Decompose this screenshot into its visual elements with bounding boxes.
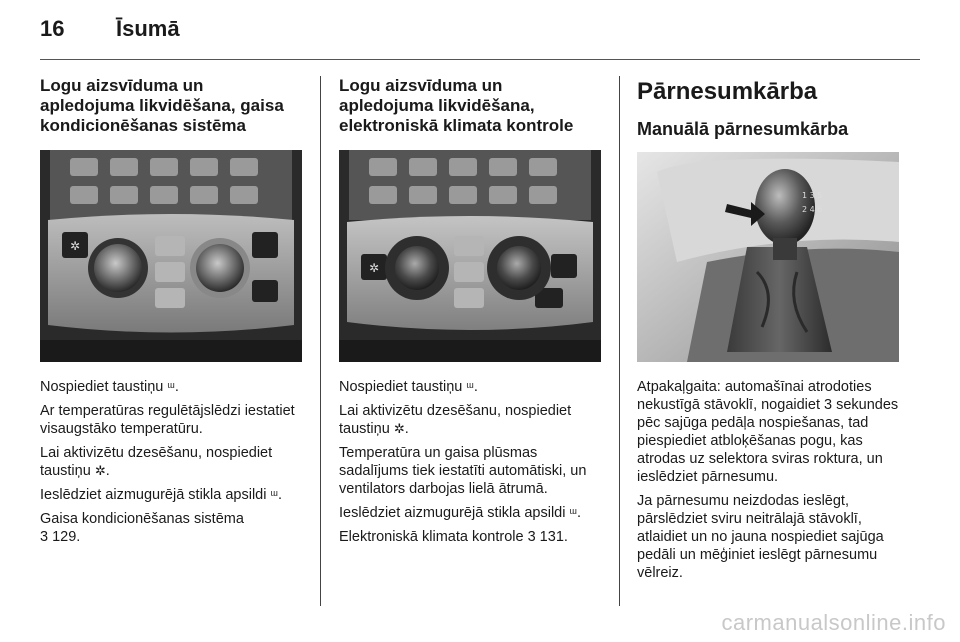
svg-text:✲: ✲ [368, 261, 380, 275]
paragraph: Lai aktivizētu dzesēšanu, nospiediet taustiņu ✲. [339, 403, 572, 437]
column-electronic-climate [339, 76, 601, 546]
svg-text:✲: ✲ [69, 239, 81, 253]
subsection-heading: Manuālā pārnesumkārba [637, 119, 849, 139]
page-reference[interactable]: 3 131. [527, 529, 568, 545]
column-transmission [637, 76, 903, 582]
paragraph: Atpakaļgaita: automašīnai atrodoties nekustīgā stāvoklī, nogaidiet 3 sekundes pēc sajūga pedāļa nospiešanas, tad piespiediet atbloķēšanas pogu, kas atrodas uz selektora sviras roktura, un ieslēdziet pārnesumu. [637, 379, 899, 485]
paragraph: Gaisa kondicionēšanas sistēma 3 129. [40, 511, 244, 545]
paragraph: Ieslēdziet aizmugurējā stikla apsildi ᵚ. [339, 505, 581, 521]
paragraph: Nospiediet taustiņu ᵚ. [339, 379, 478, 395]
paragraph: Nospiediet taustiņu ᵚ. [40, 379, 179, 395]
paragraph: Temperatūra un gaisa plūsmas sadalījums tiek iestatīti automātiski, un ventilators darbojas lielā ātrumā. [339, 445, 587, 497]
cooling-icon: ✲ [393, 421, 405, 436]
paragraph: Lai aktivizētu dzesēšanu, nospiediet taustiņu ✲. [40, 445, 273, 479]
watermark: carmanualsonline.info [721, 610, 946, 635]
page-title: Īsumā [116, 16, 180, 41]
paragraph: Ieslēdziet aizmugurējā stikla apsildi ᵚ. [40, 487, 282, 503]
electronic-climate-panel-photo-icon [339, 150, 601, 362]
paragraph: Ar temperatūras regulētājslēdzi iestatiet visaugstāko temperatūru. [40, 403, 295, 437]
section-heading: Logu aizsvīduma un apledojuma likvidēšana, elektroniskā klimata kontrole [339, 76, 574, 135]
svg-text:1 3 5: 1 3 5 [802, 191, 823, 200]
windscreen-defrost-icon: ᵚ [167, 379, 175, 394]
page-number: 16 [40, 16, 65, 41]
gear-shift-lever-photo-icon [637, 152, 899, 362]
section-heading: Pārnesumkārba [637, 78, 818, 105]
cooling-icon: ✲ [94, 463, 106, 478]
climate-panel-photo-icon [40, 150, 302, 362]
column-divider [320, 76, 321, 606]
column-divider [619, 76, 620, 606]
paragraph: Elektroniskā klimata kontrole 3 131. [339, 529, 568, 545]
page-reference[interactable]: 3 129. [40, 529, 81, 545]
rear-window-heating-icon: ᵚ [270, 487, 278, 502]
section-heading: Logu aizsvīduma un apledojuma likvidēšana, gaisa kondicionēšanas sistēma [40, 76, 284, 135]
page-header [40, 16, 920, 60]
paragraph: Ja pārnesumu neizdodas ieslēgt, pārslēdziet sviru neitrālajā stāvoklī, atlaidiet un no jauna nospiediet sajūga pedāli un mēģiniet ieslēgt pārnesumu vēlreiz. [637, 493, 884, 581]
windscreen-defrost-icon: ᵚ [466, 379, 474, 394]
column-ac-defog [40, 76, 302, 546]
svg-text:2 4 6: 2 4 6 [802, 205, 823, 214]
rear-window-heating-icon: ᵚ [569, 505, 577, 520]
